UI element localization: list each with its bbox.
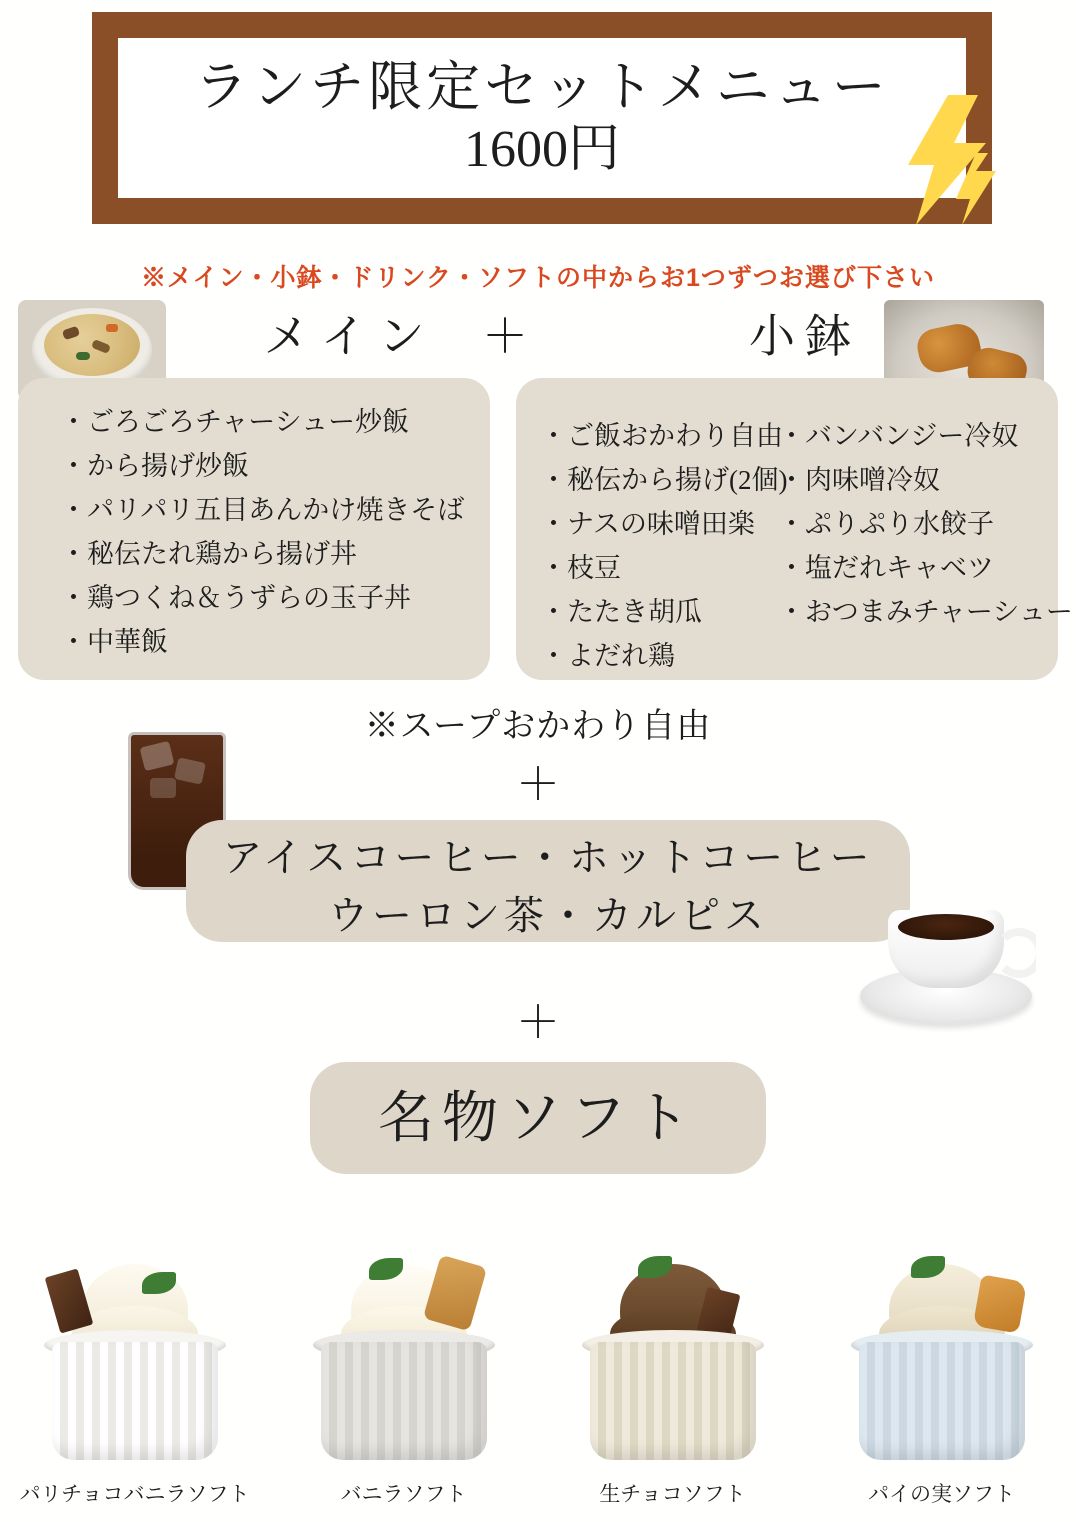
list-item: ・おつまみチャーシュー — [778, 597, 1073, 627]
plus-sign-middle: ＋ — [516, 760, 560, 809]
drinks-line-1: アイスコーヒー・ホットコーヒー — [222, 835, 874, 880]
list-item: ・ぷりぷり水餃子 — [778, 509, 994, 539]
list-item: ・塩だれキャベツ — [778, 553, 994, 583]
list-item: ・秘伝たれ鶏から揚げ丼 — [60, 539, 357, 569]
soft-serve-row — [0, 1178, 1076, 1522]
drinks-line-2: ウーロン茶・カルピス — [328, 893, 768, 938]
list-item: ・ごろごろチャーシュー炒飯 — [60, 407, 410, 437]
soft-serve-item-4 — [807, 1178, 1076, 1522]
list-item: ・たたき胡瓜 — [540, 597, 702, 627]
kobachi-items-column-1 — [540, 414, 787, 678]
list-item: ・中華飯 — [60, 627, 168, 657]
list-item: ・鶏つくね＆うずらの玉子丼 — [60, 583, 411, 613]
soft-serve-caption: パリチョコバニラソフト — [19, 1482, 250, 1506]
soft-serve-item-2 — [269, 1178, 538, 1522]
soft-serve-caption: パイの実ソフト — [868, 1482, 1015, 1506]
vanilla-soft-photo — [303, 1256, 503, 1464]
title-box — [118, 38, 966, 198]
list-item: ・肉味噌冷奴 — [778, 465, 940, 495]
section-heading-kobachi: 小鉢 — [749, 311, 861, 362]
soft-serve-caption: 生チョコソフト — [599, 1482, 746, 1506]
list-item: ・パリパリ五目あんかけ焼きそば — [60, 495, 465, 525]
list-item: ・ご飯おかわり自由 — [540, 421, 783, 451]
soft-serve-item-1 — [0, 1178, 269, 1522]
list-item: ・から揚げ炒飯 — [60, 451, 249, 481]
soft-serve-caption: バニラソフト — [340, 1482, 467, 1506]
list-item: ・バンバンジー冷奴 — [778, 421, 1019, 451]
kobachi-items-column-2 — [778, 414, 1073, 634]
list-item: ・枝豆 — [540, 553, 621, 583]
pai-no-mi-soft-photo — [841, 1256, 1041, 1464]
soup-refill-note: ※スープおかわり自由 — [364, 708, 712, 745]
list-item: ・よだれ鶏 — [540, 641, 675, 671]
main-items-list — [60, 400, 464, 664]
pari-choco-vanilla-photo — [34, 1256, 234, 1464]
soft-serve-heading: 名物ソフト — [378, 1088, 698, 1150]
soft-serve-item-3 — [538, 1178, 807, 1522]
nama-choco-soft-photo — [572, 1256, 772, 1464]
price-label: 1600円 — [463, 121, 620, 179]
plus-sign-top: ＋ — [482, 311, 528, 362]
list-item: ・秘伝から揚げ(2個) — [540, 465, 788, 495]
plus-sign-lower: ＋ — [516, 998, 560, 1047]
list-item: ・ナスの味噌田楽 — [540, 509, 755, 539]
page-title: ランチ限定セットメニュー — [194, 57, 890, 118]
section-heading-main: メイン — [263, 311, 437, 362]
selection-notice: ※メイン・小鉢・ドリンク・ソフトの中からお1つずつお選び下さい — [141, 264, 935, 292]
